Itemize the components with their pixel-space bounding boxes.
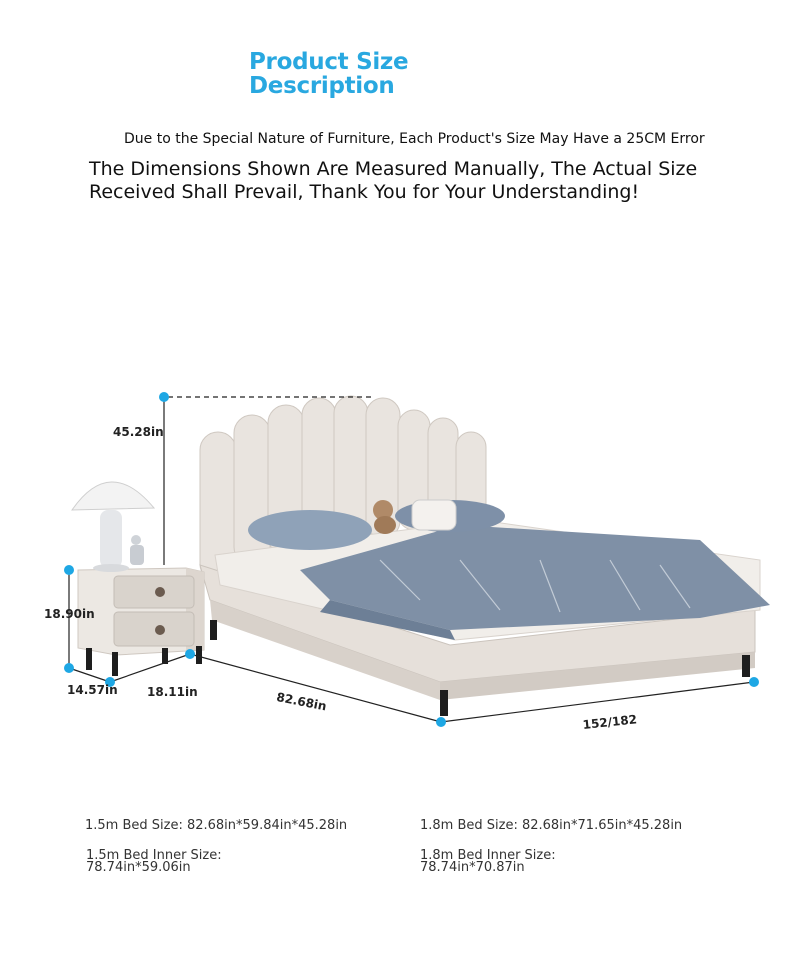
- bed-length-label: 82.68in: [275, 690, 328, 714]
- bed-1-8m-inner-size: [420, 850, 556, 874]
- bed-image: [200, 396, 770, 716]
- title-line-1: Product Size: [249, 49, 409, 75]
- bed-width-label: 152/182: [582, 712, 638, 732]
- nightstand-image: [78, 568, 204, 676]
- nightstand-height-label: 18.90in: [44, 607, 95, 621]
- measurement-disclaimer: The Dimensions Shown Are Measured Manually, The Actual Size Received Shall Prevail, Thank You for Your Understanding!: [89, 158, 698, 203]
- title-line-2: Description: [249, 73, 395, 99]
- bed-1-5m-inner-value: 78.74in*59.06in: [86, 860, 191, 875]
- bed-height-label: 45.28in: [113, 425, 164, 439]
- bed-1-5m-size: 1.5m Bed Size: 82.68in*59.84in*45.28in: [85, 818, 348, 833]
- bed-1-8m-size: 1.8m Bed Size: 82.68in*71.65in*45.28in: [420, 818, 683, 833]
- size-error-note: Due to the Special Nature of Furniture, Each Product's Size May Have a 25CM Error: [124, 131, 705, 147]
- bed-1-8m-inner-value: 78.74in*70.87in: [420, 860, 525, 875]
- bed-1-8m-inner-label: 1.8m Bed Inner Size:: [420, 848, 556, 863]
- bed-1-5m-inner-label: 1.5m Bed Inner Size:: [86, 848, 222, 863]
- bed-1-5m-inner-size: [86, 850, 222, 874]
- nightstand-width-label: 18.11in: [147, 685, 198, 699]
- nightstand-depth-label: 14.57in: [67, 683, 118, 697]
- lamp-image: [72, 482, 154, 572]
